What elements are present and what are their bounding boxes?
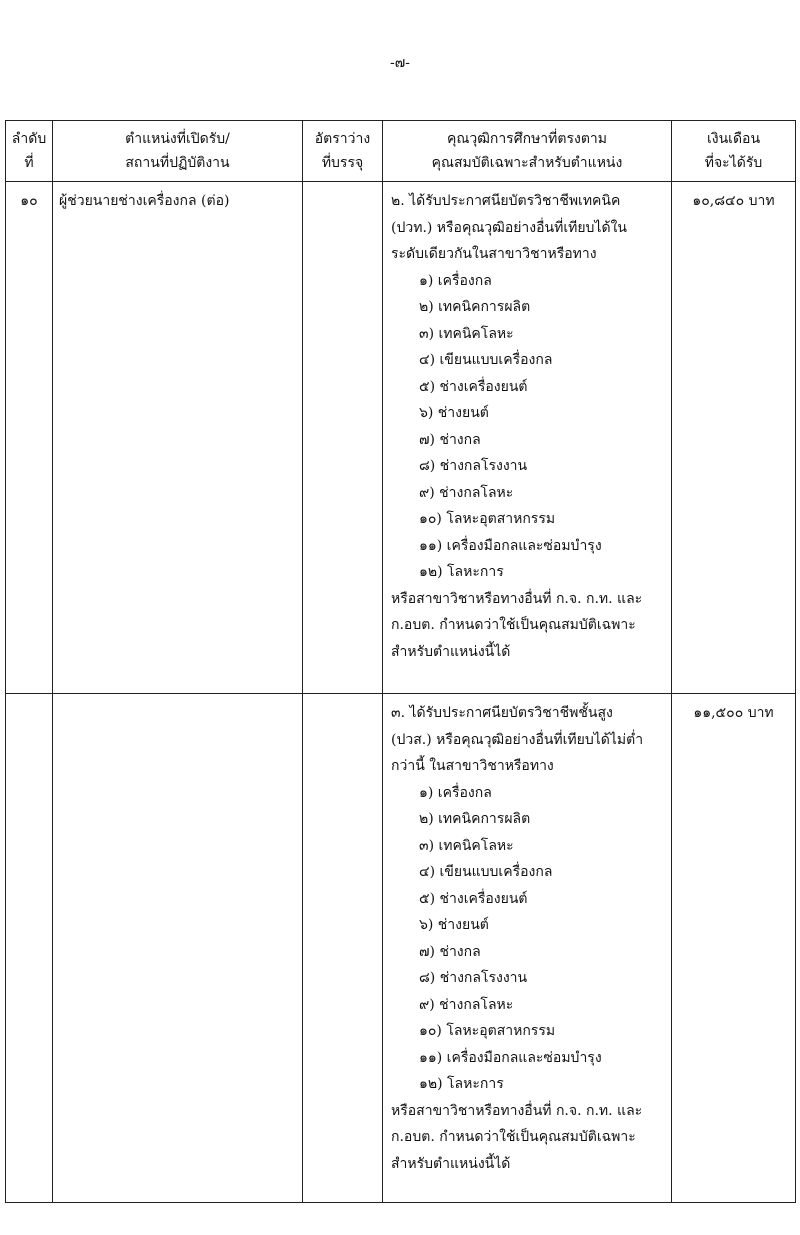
header-salary-line: เงินเดือน	[706, 131, 761, 147]
field-item: ๘) ช่างกลโรงงาน	[419, 970, 528, 986]
qualification-note: ก.อบต. กำหนดว่าใช้เป็นคุณสมบัติเฉพาะ	[391, 617, 636, 633]
field-item: ๕) ช่างเครื่องยนต์	[419, 890, 528, 907]
header-vacancy-line: อัตราว่าง	[314, 131, 371, 147]
qualification-line: ๓. ได้รับประกาศนียบัตรวิชาชีพชั้นสูง	[391, 705, 613, 721]
vacancy-count	[303, 694, 383, 1203]
qualification-table	[5, 120, 796, 1203]
field-item: ๓) เทคนิคโลหะ	[419, 325, 514, 342]
field-item: ๑) เครื่องกล	[419, 272, 492, 289]
qualification-note: สำหรับตำแหน่งนี้ได้	[391, 643, 511, 660]
header-vacancy-line: ที่บรรจุ	[321, 155, 364, 171]
header-no-line: ลำดับ	[11, 131, 47, 147]
position-name	[53, 694, 303, 1203]
field-item: ๒) เทคนิคการผลิต	[419, 811, 531, 827]
qualification-note: หรือสาขาวิชาหรือทางอื่นที่ ก.จ. ก.ท. และ	[391, 590, 643, 607]
qualification-line: ระดับเดียวกันในสาขาวิชาหรือทาง	[391, 246, 597, 262]
field-item: ๔) เขียนแบบเครื่องกล	[419, 864, 553, 880]
header-vacancy	[303, 121, 383, 182]
table-header-row	[6, 121, 796, 182]
vacancy-count	[303, 182, 383, 694]
qualification-note: สำหรับตำแหน่งนี้ได้	[391, 1155, 511, 1172]
qualification-line: ๒. ได้รับประกาศนียบัตรวิชาชีพเทคนิค	[391, 193, 621, 209]
table-row	[6, 182, 796, 694]
qualification-cell	[383, 694, 672, 1203]
field-item: ๖) ช่างยนต์	[419, 405, 489, 421]
header-no-line: ที่	[24, 155, 34, 171]
qualification-line: (ปวท.) หรือคุณวุฒิอย่างอื่นที่เทียบได้ใน	[391, 219, 627, 236]
field-item: ๙) ช่างกลโลหะ	[419, 996, 514, 1013]
qualification-note: หรือสาขาวิชาหรือทางอื่นที่ ก.จ. ก.ท. และ	[391, 1102, 643, 1119]
salary-amount: ๑๑,๕๐๐ บาท	[672, 694, 796, 1203]
field-item: ๔) เขียนแบบเครื่องกล	[419, 352, 553, 368]
header-qualification	[383, 121, 672, 182]
field-item: ๑๒) โลหะการ	[419, 564, 504, 580]
position-name: ผู้ช่วยนายช่างเครื่องกล (ต่อ)	[53, 182, 303, 694]
field-item: ๑๐) โลหะอุตสาหกรรม	[419, 1023, 556, 1039]
header-salary	[672, 121, 796, 182]
header-qualification-line: คุณสมบัติเฉพาะสำหรับตำแหน่ง	[431, 155, 623, 171]
qualification-cell	[383, 182, 672, 694]
header-position-line: สถานที่ปฏิบัติงาน	[125, 155, 230, 171]
field-item: ๓) เทคนิคโลหะ	[419, 837, 514, 854]
header-position	[53, 121, 303, 182]
row-number: ๑๐	[6, 182, 53, 694]
row-number	[6, 694, 53, 1203]
page-number: -๗-	[390, 55, 410, 71]
field-list	[391, 780, 665, 1098]
salary-amount: ๑๐,๘๔๐ บาท	[672, 182, 796, 694]
field-item: ๗) ช่างกล	[419, 943, 481, 960]
field-item: ๑๑) เครื่องมือกลและซ่อมบำรุง	[419, 537, 602, 554]
header-position-line: ตำแหน่งที่เปิดรับ/	[125, 131, 230, 147]
field-item: ๑๐) โลหะอุตสาหกรรม	[419, 511, 556, 527]
field-item: ๖) ช่างยนต์	[419, 917, 489, 933]
field-item: ๑๒) โลหะการ	[419, 1076, 504, 1092]
field-item: ๙) ช่างกลโลหะ	[419, 484, 514, 501]
qualification-line: กว่านี้ ในสาขาวิชาหรือทาง	[391, 758, 554, 774]
qualification-note: ก.อบต. กำหนดว่าใช้เป็นคุณสมบัติเฉพาะ	[391, 1129, 636, 1145]
field-item: ๒) เทคนิคการผลิต	[419, 299, 531, 315]
field-item: ๕) ช่างเครื่องยนต์	[419, 378, 528, 395]
header-qualification-line: คุณวุฒิการศึกษาที่ตรงตาม	[446, 131, 608, 147]
field-item: ๘) ช่างกลโรงงาน	[419, 458, 528, 474]
table-row	[6, 694, 796, 1203]
field-item: ๑) เครื่องกล	[419, 784, 492, 801]
header-no	[6, 121, 53, 182]
header-salary-line: ที่จะได้รับ	[704, 155, 763, 171]
qualification-line: (ปวส.) หรือคุณวุฒิอย่างอื่นที่เทียบได้ไม่ต่ำ	[391, 731, 644, 748]
field-list	[391, 268, 665, 586]
field-item: ๑๑) เครื่องมือกลและซ่อมบำรุง	[419, 1049, 602, 1066]
field-item: ๗) ช่างกล	[419, 431, 481, 448]
